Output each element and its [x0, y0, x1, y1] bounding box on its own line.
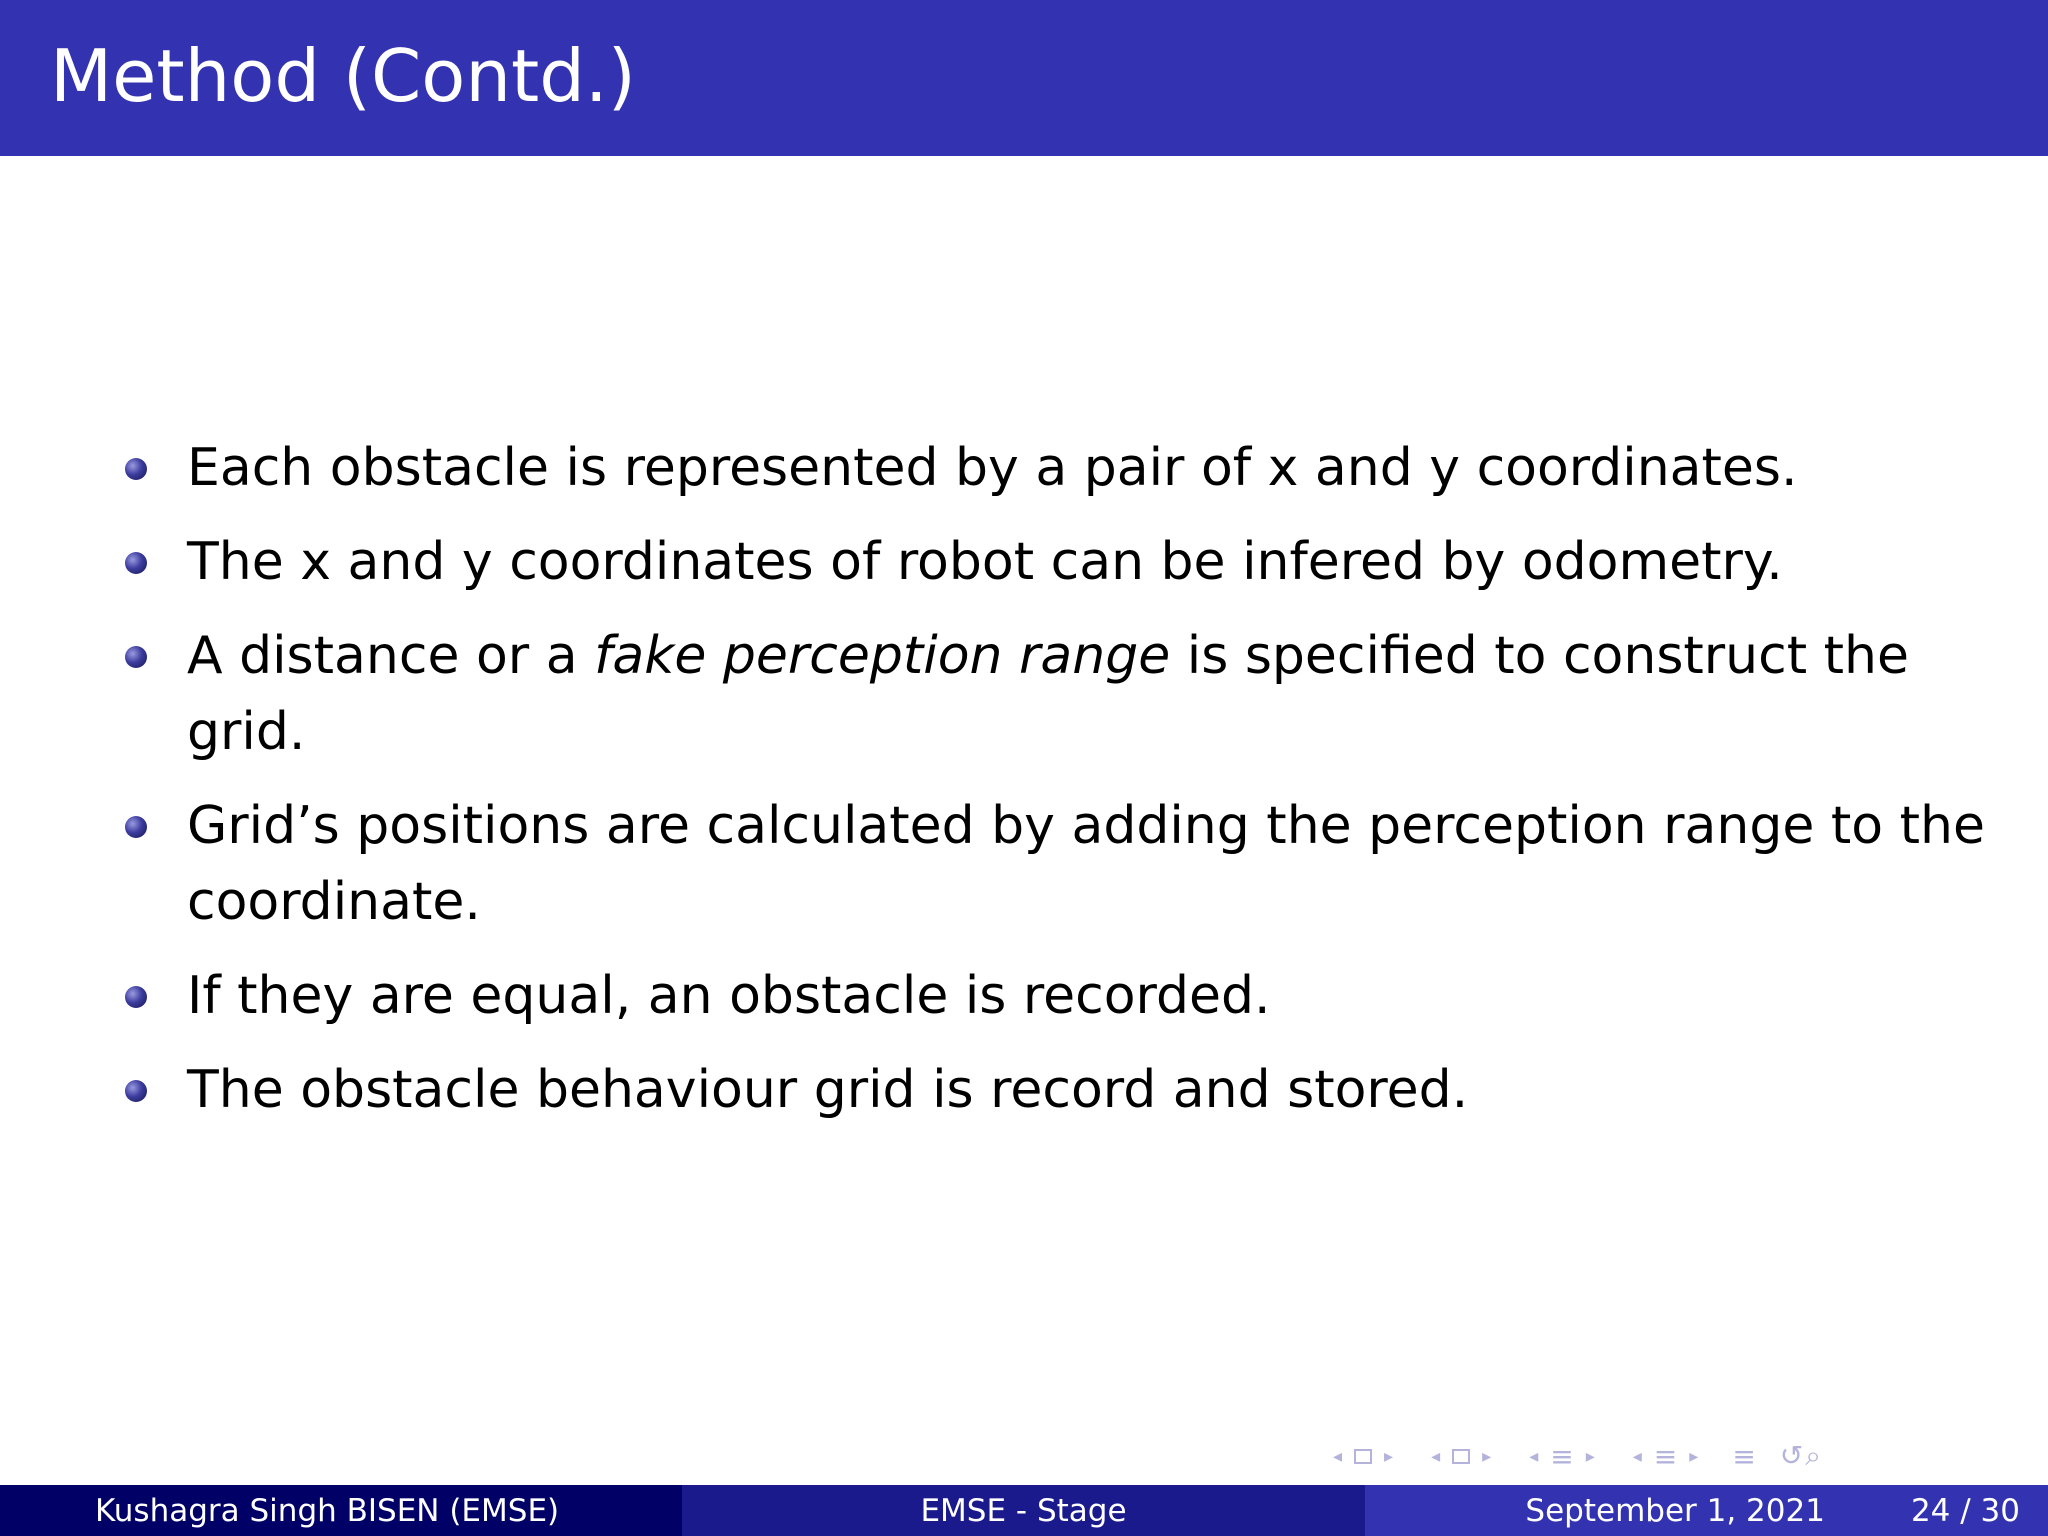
section-icon[interactable]: ≡	[1550, 1439, 1574, 1473]
bullet-icon	[125, 646, 147, 668]
subsubsection-icon[interactable]: ≡	[1653, 1439, 1678, 1473]
bullet-text: The x and y coordinates of robot can be infered by odometry.	[187, 532, 1783, 592]
bullet-icon	[125, 1080, 147, 1102]
search-icon[interactable]: ↺⌕	[1779, 1439, 1823, 1472]
bullet-item	[120, 524, 2000, 600]
footer-page-number: 24 / 30	[1910, 1492, 2020, 1529]
nav-section-group	[1521, 1440, 1603, 1473]
nav-subsection-group	[1423, 1446, 1499, 1467]
bullet-item	[120, 430, 2000, 506]
bullet-text: The obstacle behaviour grid is record and stored.	[187, 1060, 1469, 1120]
footer	[0, 1485, 2048, 1536]
frame-icon[interactable]	[1354, 1449, 1372, 1464]
nav-prev-arrow-icon[interactable]: ◂	[1632, 1445, 1642, 1467]
bullet-text-after: is specified to construct the grid.	[187, 626, 1909, 762]
footer-event-cell	[682, 1485, 1365, 1536]
bullet-item	[120, 788, 2000, 940]
bullet-icon	[125, 986, 147, 1008]
footer-author-cell	[0, 1485, 682, 1536]
slide-content	[120, 430, 2000, 1146]
nav-next-arrow-icon[interactable]: ▸	[1585, 1445, 1595, 1467]
nav-next-arrow-icon[interactable]: ▸	[1689, 1445, 1699, 1467]
bullet-icon	[125, 816, 147, 838]
footer-date-cell	[1365, 1485, 2048, 1536]
footer-date: September 1, 2021	[1525, 1492, 1825, 1529]
bullet-text: Each obstacle is represented by a pair of x and y coordinates.	[187, 438, 1798, 498]
bullet-text-before: A distance or a	[187, 626, 595, 686]
nav-frame-group	[1325, 1446, 1401, 1467]
bullet-icon	[125, 552, 147, 574]
nav-next-arrow-icon[interactable]: ▸	[1384, 1445, 1394, 1467]
slide-title: Method (Contd.)	[50, 34, 636, 118]
footer-author: Kushagra Singh BISEN (EMSE)	[95, 1492, 560, 1529]
bullet-item	[120, 618, 2000, 770]
align-icon[interactable]: ≡	[1732, 1439, 1756, 1473]
nav-subsubsection-group	[1625, 1440, 1707, 1473]
nav-next-arrow-icon[interactable]: ▸	[1482, 1445, 1492, 1467]
navigation-bar	[1325, 1436, 1823, 1476]
bullet-item	[120, 958, 2000, 1034]
bullet-text: If they are equal, an obstacle is recorded.	[187, 966, 1271, 1026]
title-bar	[0, 0, 2048, 156]
bullet-icon	[125, 458, 147, 480]
bullet-item	[120, 1052, 2000, 1128]
bullet-emphasis: fake perception range	[594, 626, 1171, 686]
footer-event: EMSE - Stage	[920, 1492, 1127, 1529]
bullet-text: Grid’s positions are calculated by adding the perception range to the coordinate.	[187, 796, 1985, 932]
nav-prev-arrow-icon[interactable]: ◂	[1431, 1445, 1441, 1467]
subsection-icon[interactable]	[1452, 1449, 1470, 1464]
nav-prev-arrow-icon[interactable]: ◂	[1333, 1445, 1343, 1467]
bullet-list	[120, 430, 2000, 1128]
nav-prev-arrow-icon[interactable]: ◂	[1529, 1445, 1539, 1467]
